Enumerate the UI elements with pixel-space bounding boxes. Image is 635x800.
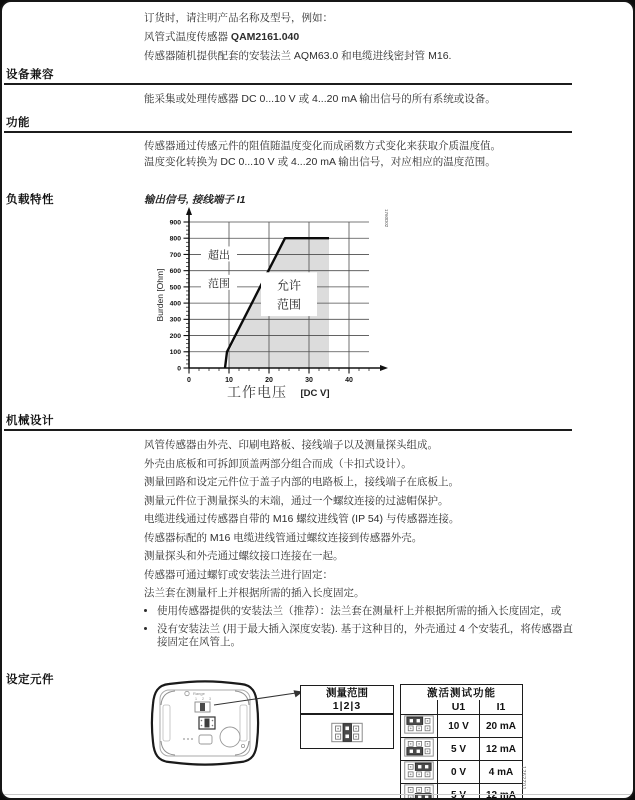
connector-arrow [212,688,304,710]
range-tiny-scale: 1 2 3 [195,697,213,701]
table-row [401,715,523,738]
measuring-range-scale: 1|2|3 [332,700,362,712]
diagram-code-bottom: 1762Z01 [520,766,526,790]
function-line-1: 传感器通过传感元件的阻值随温度变化而成函数方式变化来获取介质温度值。 [144,140,501,152]
svg-text:20: 20 [265,377,273,384]
svg-text:0: 0 [177,365,181,373]
divider [301,713,393,715]
jumper-cell [401,738,438,761]
svg-text:10: 10 [225,377,233,384]
section-title-function: 功能 [6,117,30,129]
u1-value: 5 V [438,738,480,761]
jumper-icon-middle-vertical [331,720,363,745]
svg-text:0: 0 [187,377,191,384]
jumper-cell [401,715,438,738]
table-row [401,784,523,800]
svg-text:范围: 范围 [208,277,230,290]
svg-text:900: 900 [169,219,181,227]
intro-line-1: 订货时，请注明产品名称及型号，例如： [144,12,333,24]
svg-text:30: 30 [305,377,313,384]
section-rule [4,429,572,431]
bullet-item: • 使用传感器提供的安装法兰（推荐）：法兰套在测量杆上并根据所需的插入长度固定，或 [157,605,581,619]
svg-text:800: 800 [169,235,181,243]
function-line-2: 温度变化转换为 DC 0...10 V 或 4...20 mA 输出信号，对应相应的温度范围。 [144,156,496,168]
jumper-cell [401,761,438,784]
svg-text:40: 40 [345,377,353,384]
svg-text:超出: 超出 [208,249,230,262]
mechanical-bullets [144,605,581,654]
paragraph: 法兰套在测量杆上并根据所需的插入长度固定。 [144,587,365,599]
test-function-table [400,684,523,800]
paragraph: 测量元件位于测量探头的末端，通过一个螺纹连接的过滤帽保护。 [144,494,449,507]
jumper-cell [401,784,438,800]
svg-text:600: 600 [169,268,181,276]
table-row [401,761,523,784]
jumper-icon-top-left [404,715,434,734]
measuring-range-title: 测量范围 [326,687,368,699]
side-label-setting-elements: 设定元件 [6,674,54,686]
svg-text:100: 100 [169,349,181,357]
i1-value [480,784,523,800]
table-row [401,738,523,761]
bottom-rule [4,794,631,795]
paragraph: 测量探头和外壳通过螺纹接口连接在一起。 [144,550,344,562]
side-label-load-characteristics: 负载特性 [6,194,54,206]
svg-text:允许: 允许 [276,278,302,293]
svg-text:700: 700 [169,251,181,259]
product-code: QAM2161.040 [230,31,300,43]
table-title: 激活测试功能 [427,687,496,699]
i1-value: 20 mA [480,715,523,738]
chart-caption: 输出信号, 接线端子 I1 [144,194,246,206]
paragraph: 传感器可通过螺钉或安装法兰进行固定： [144,568,333,581]
paragraph: 外壳由底板和可拆卸顶盖两部分组合而成（卡扣式设计）。 [144,457,412,470]
svg-text:300: 300 [169,316,181,324]
u1-value [438,784,480,800]
svg-text:[DC V]: [DC V] [300,388,330,399]
intro-product-line [144,28,616,47]
table-header-i1: I1 [480,700,523,715]
svg-text:200: 200 [169,332,181,340]
paragraph: 测量回路和设定元件位于盖子内部的电路板上，接线端子在底板上。 [144,476,459,488]
svg-text:500: 500 [169,284,181,292]
paragraph: 传感器标配的 M16 电缆进线管通过螺纹连接到传感器外壳。 [144,531,423,544]
table-header-u1: U1 [438,700,480,715]
u1-value: 0 V [438,761,480,784]
section-rule [4,131,572,133]
bullet-item: • 没有安装法兰 (用于最大插入深度安装). 基于这种目的，外壳通过 4 个安装孔，将传感器直接固定在风管上。 [157,623,581,650]
range-tiny-label: Range [193,691,205,696]
intro-line-3: 传感器随机提供配套的安装法兰 AQM63.0 和电缆进线密封管 M16. [144,50,452,62]
product-name: 风管式温度传感器 [144,31,231,43]
compatibility-body: 能采集或处理传感器 DC 0...10 V 或 4...20 mA 输出信号的所有系统或设备。 [144,93,496,105]
load-characteristics-chart [147,205,397,405]
svg-text:工作电压: 工作电压 [227,384,287,400]
i1-value: 4 mA [480,761,523,784]
function-body [144,138,616,170]
section-rule [4,83,572,85]
jumper-icon-bottom-right [404,784,434,800]
section-title-mechanical: 机械设计 [6,415,54,427]
intro-block [144,9,616,66]
jumper-icon-bottom-left [404,738,434,757]
range-jumper-icon [301,720,393,750]
mechanical-paragraphs [144,439,584,606]
section-title-compatibility: 设备兼容 [6,69,54,81]
svg-text:1760D02: 1760D02 [384,209,389,228]
paragraph: 风管传感器由外壳、印刷电路板、接线端子以及测量探头组成。 [144,439,438,451]
measuring-range-box [300,685,394,749]
svg-text:400: 400 [169,300,181,308]
u1-value: 10 V [438,715,480,738]
paragraph: 电缆进线通过传感器自带的 M16 螺纹进线管 (IP 54) 与传感器连接。 [144,513,460,525]
table-header-empty [401,700,438,715]
svg-text:范围: 范围 [276,297,302,312]
svg-text:Burden [Ohm]: Burden [Ohm] [155,268,165,322]
i1-value: 12 mA [480,738,523,761]
jumper-icon-top-right [404,761,434,780]
